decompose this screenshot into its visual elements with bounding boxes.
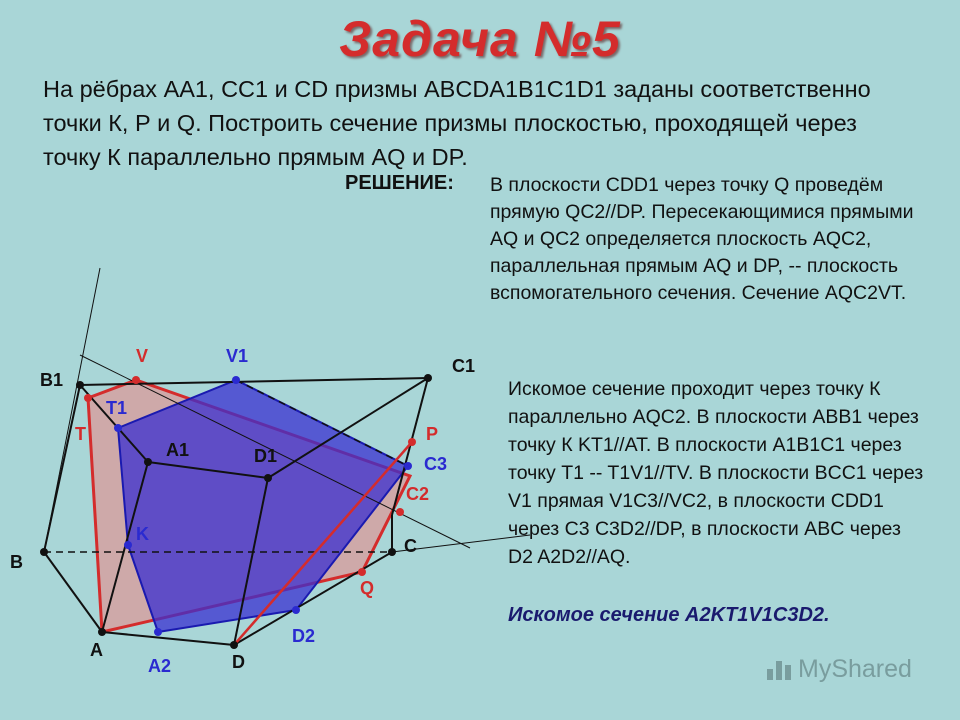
bar-chart-icon: [766, 655, 792, 681]
watermark: [766, 655, 912, 684]
label-B: B: [10, 552, 23, 572]
slide-title: Задача №5: [339, 11, 621, 67]
solution-text-part1: В плоскости CDD1 через точку Q проведём прямую QC2//DP. Пересекающимися прямыми AQ и QC2 определяется плоскость AQC2, параллельная прямым AQ и DP, -- плоскость вспомогательного сечения. Сечение AQC2VT.: [490, 174, 914, 304]
label-C2: C2: [406, 484, 430, 504]
answer-text: Искомое сечение A2KT1V1C3D2.: [508, 604, 830, 626]
label-C1: C1: [452, 356, 476, 376]
label-C: C: [404, 536, 417, 556]
solution-text-part2: Искомое сечение проходит через точку К параллельно AQC2. В плоскости ABB1 через точку К KT1//AT. В плоскости A1B1C1 через точку T1 -- T1V1//TV. В плоскости BCC1 через V1 прямая V1C3//VC2, в плоскости CDD1 через C3 C3D2//DP, в плоскости ABC через D2 A2D2//AQ.: [508, 378, 924, 568]
label-A1: A1: [166, 440, 190, 460]
solution-label: РЕШЕНИЕ:: [345, 172, 454, 194]
watermark-text: MyShared: [798, 655, 912, 683]
label-V1: V1: [226, 346, 249, 366]
label-T: T: [75, 424, 86, 444]
label-D1: D1: [254, 446, 278, 466]
label-Q: Q: [360, 578, 375, 598]
label-V: V: [136, 346, 149, 366]
label-D2: D2: [292, 626, 316, 646]
label-T1: T1: [106, 398, 128, 418]
label-P: P: [426, 424, 439, 444]
label-C3: C3: [424, 454, 448, 474]
label-A2: A2: [148, 656, 172, 676]
label-D: D: [232, 652, 245, 672]
label-K: K: [136, 524, 149, 544]
label-B1: B1: [40, 370, 64, 390]
problem-statement: На рёбрах AA1, CC1 и CD призмы ABCDA1B1C1D1 заданы соответственно точки К, Р и Q. Построить сечение призмы плоскостью, проходящей через точку К параллельно прямым AQ и DP.: [43, 76, 871, 170]
label-A: A: [90, 640, 103, 660]
